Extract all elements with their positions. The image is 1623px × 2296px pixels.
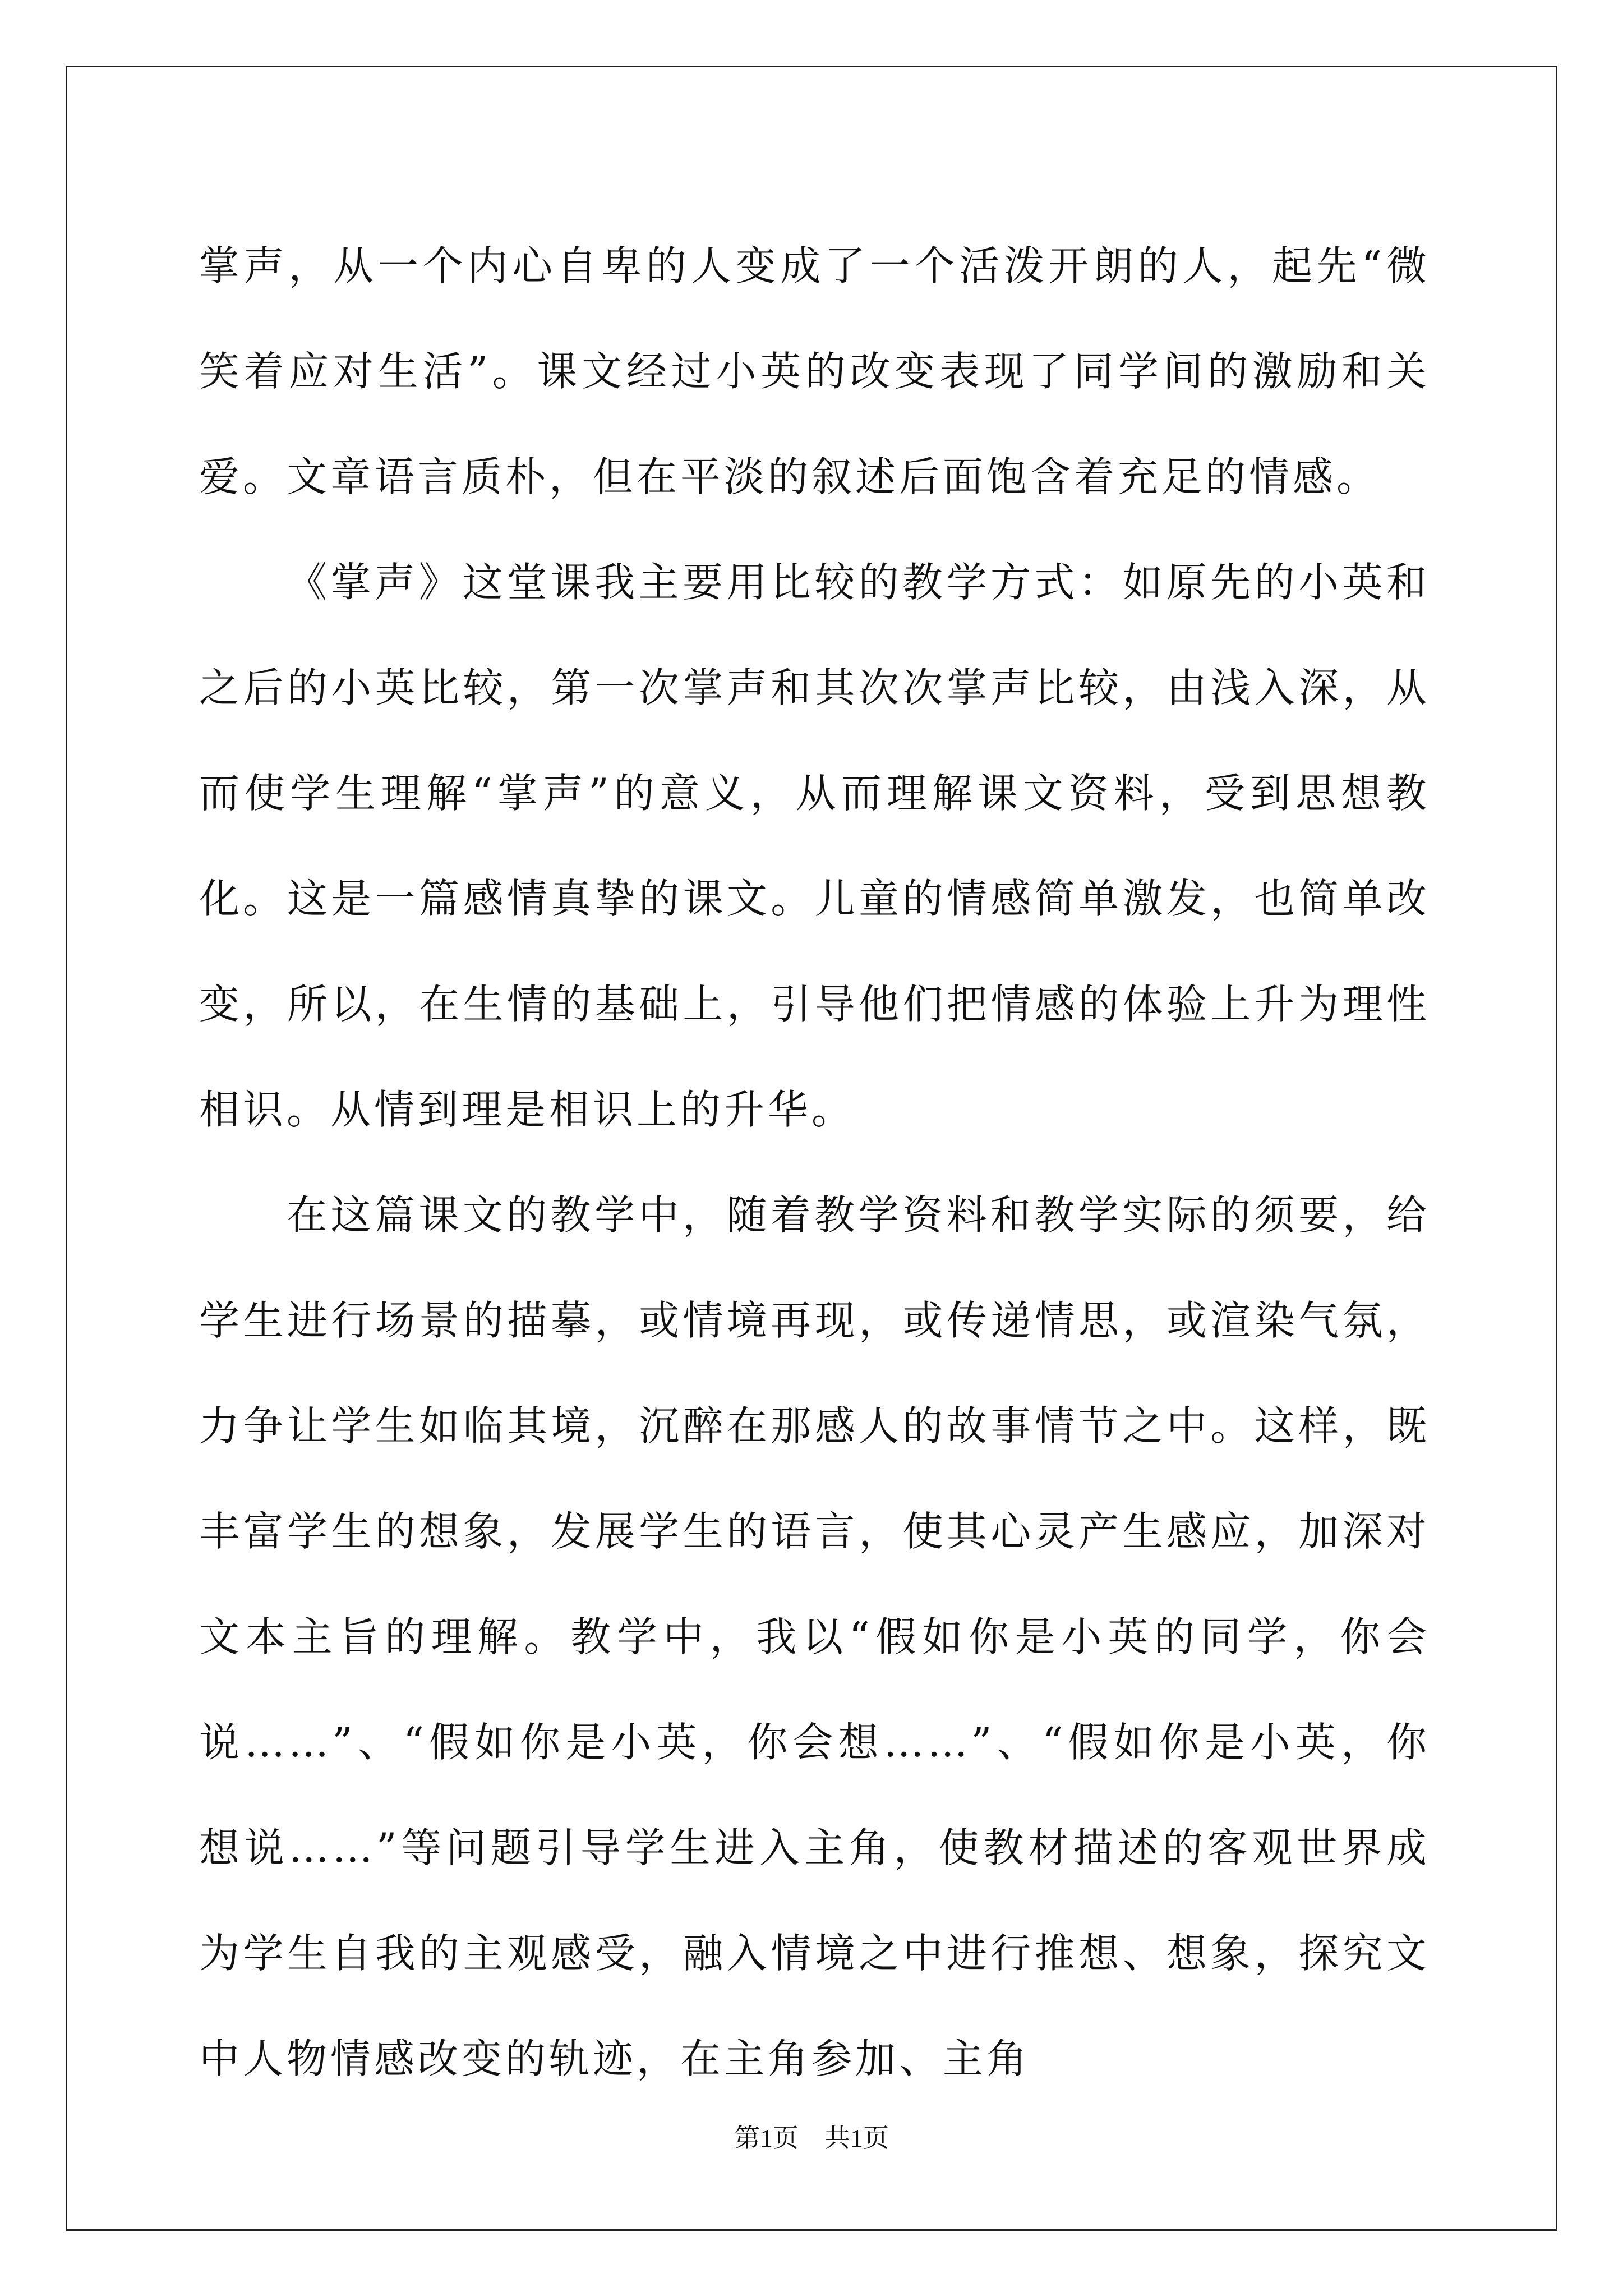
paragraph-1: 掌声，从一个内心自卑的人变成了一个活泼开朗的人，起先“微笑着应对生活”。课文经过小英的改变表现了同学间的激励和关爱。文章语言质朴，但在平淡的叙述后面饱含着充足的情感。 — [199, 242, 1430, 500]
page-number-footer: 第1页 共1页 — [734, 2124, 889, 2152]
paragraph-3: 在这篇课文的教学中，随着教学资料和教学实际的须要，给学生进行场景的描摹，或情境再现，或传递情思，或渲染气氛，力争让学生如临其境，沉醉在那感人的故事情节之中。这样，既丰富学生的想象，发展学生的语言，使其心灵产生感应，加深对文本主旨的理解。教学中，我以“假如你是小英的同学，你会说……”、“假如你是小英，你会想……”、“假如你是小英，你想说……”等问题引导学生进入主角，使教材描述的客观世界成为学生自我的主观感受，融入情境之中进行推想、想象，探究文中人物情感改变的轨迹，在主角参加、主角 — [199, 1191, 1430, 2082]
document-body — [199, 213, 1430, 2111]
paragraph-2: 《掌声》这堂课我主要用比较的教学方式：如原先的小英和之后的小英比较，第一次掌声和其次次掌声比较，由浅入深，从而使学生理解“掌声”的意义，从而理解课文资料，受到思想教化。这是一篇感情真挚的课文。儿童的情感简单激发，也简单改变，所以，在生情的基础上，引导他们把情感的体验上升为理性相识。从情到理是相识上的升华。 — [199, 559, 1430, 1133]
